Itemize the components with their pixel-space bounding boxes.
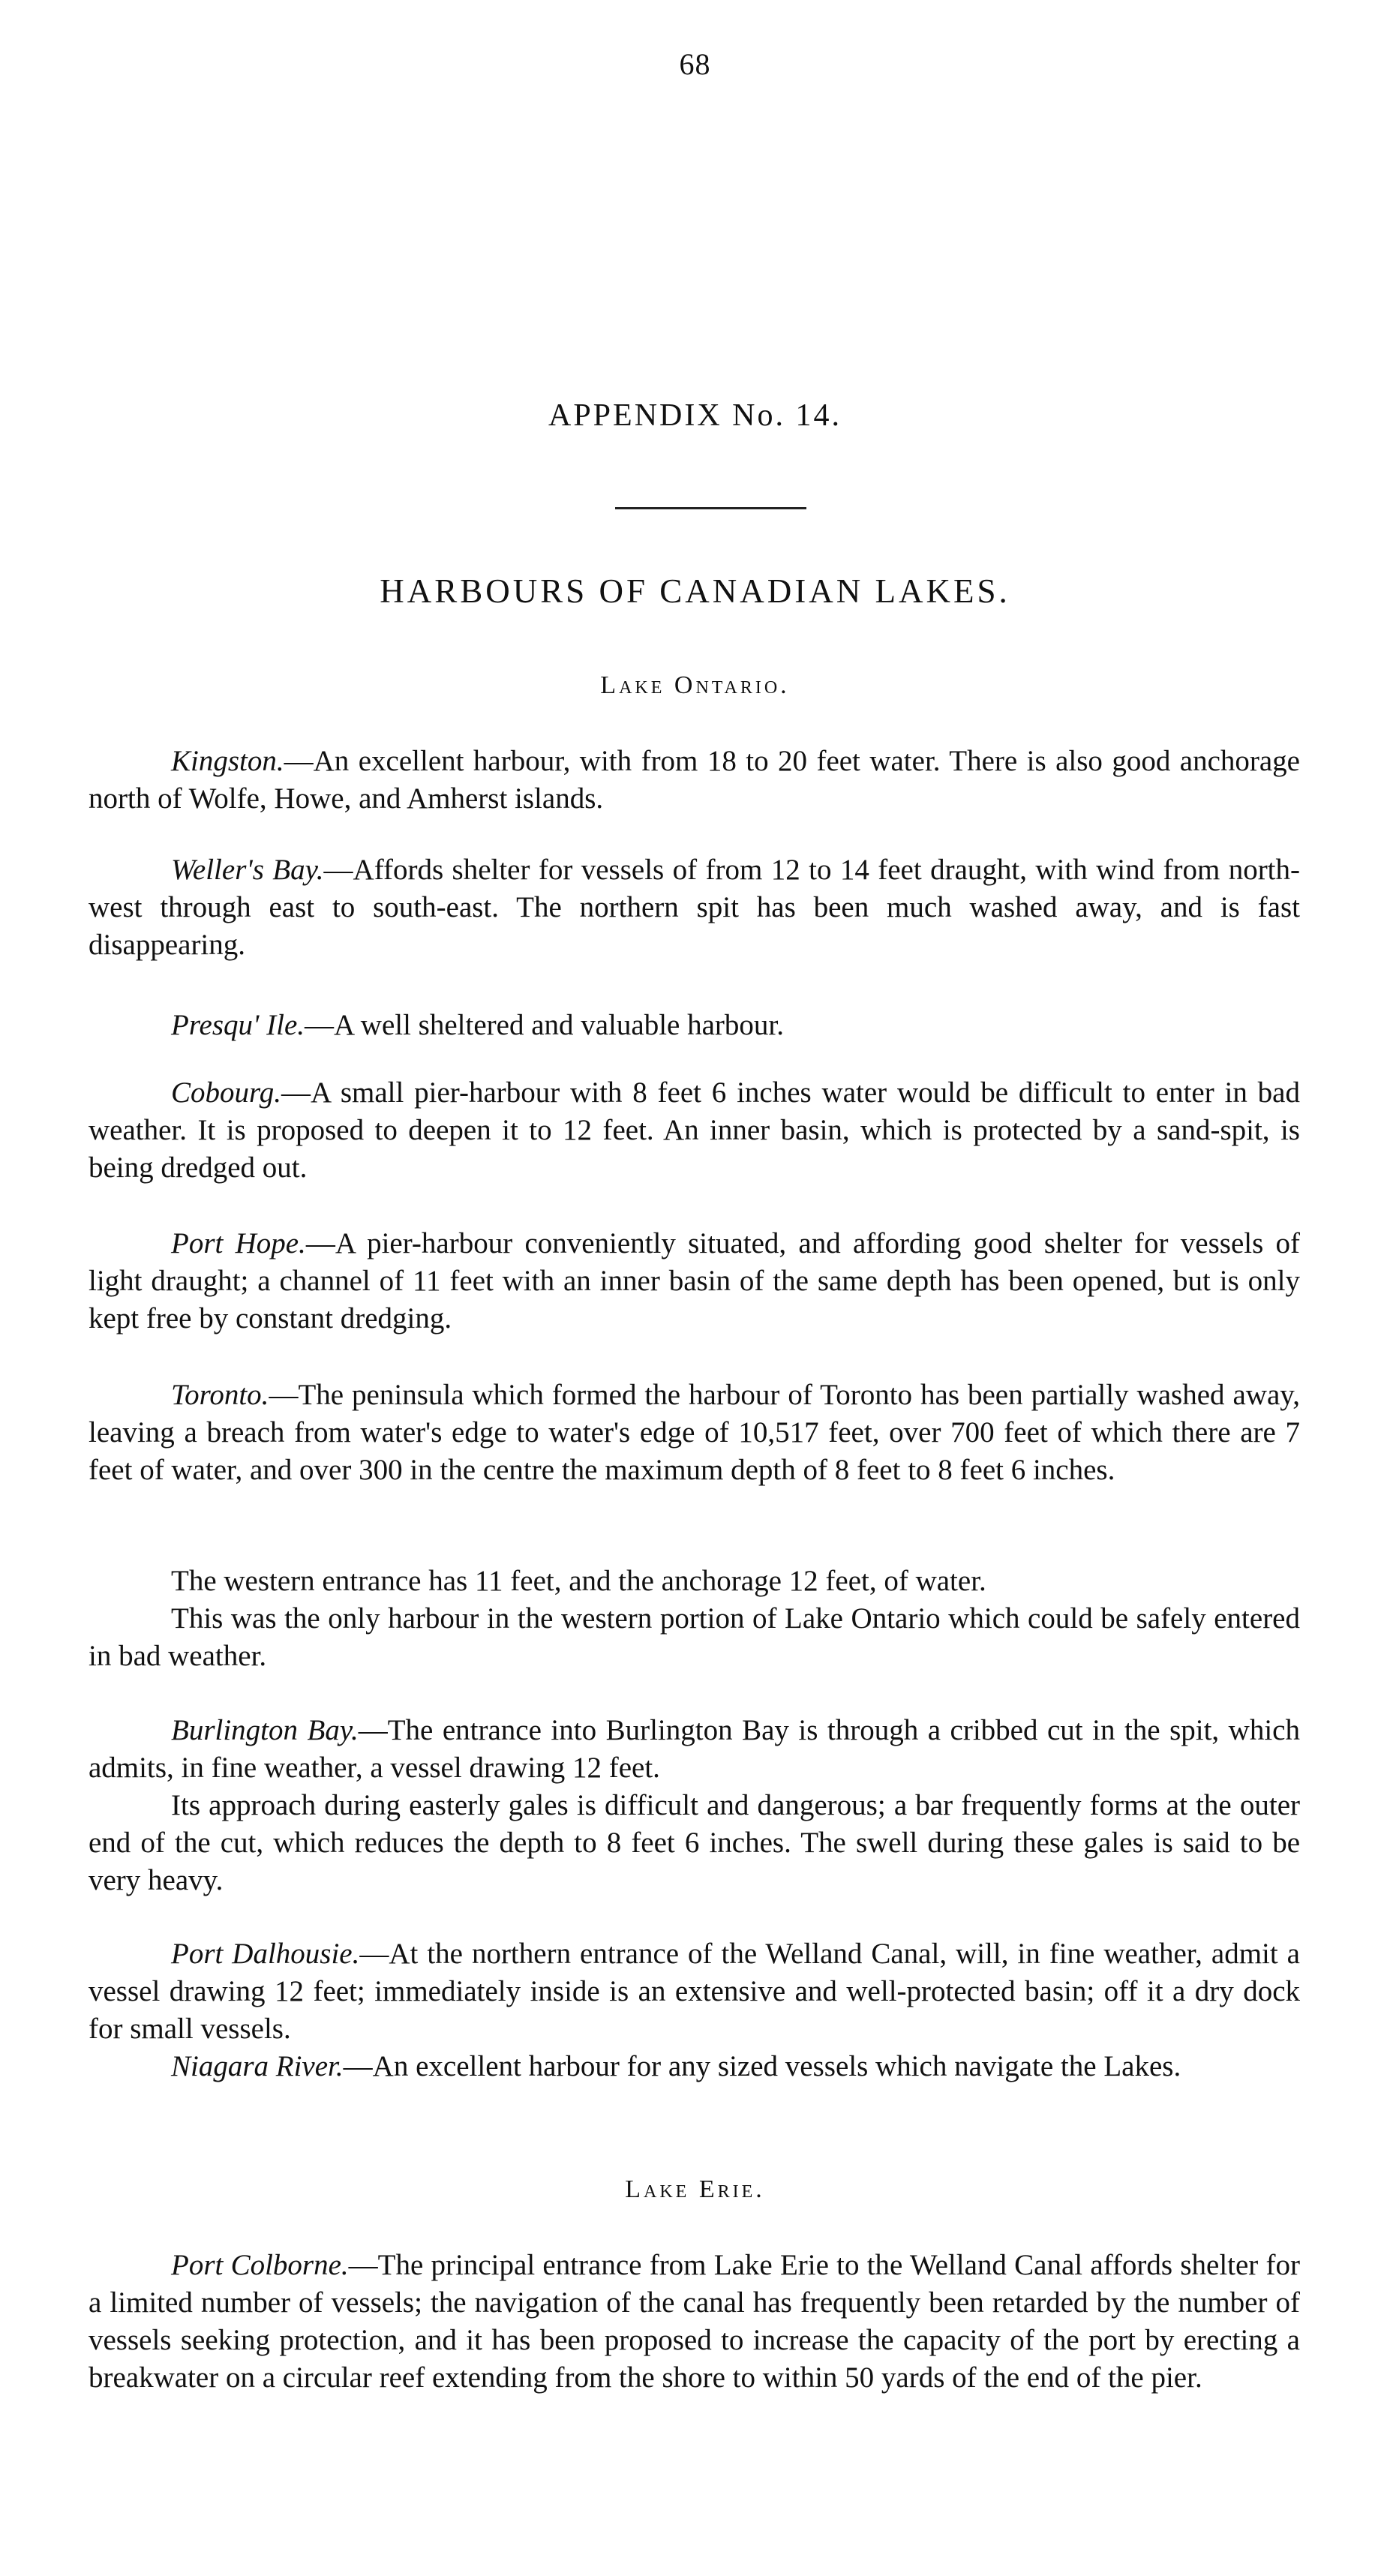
harbour-name: Niagara River. bbox=[171, 2050, 344, 2082]
harbour-name: Presqu' Ile. bbox=[171, 1009, 305, 1041]
paragraph-text: —An excellent harbour for any sized vessels which navigate the Lakes. bbox=[343, 2050, 1181, 2082]
harbour-name: Kingston. bbox=[171, 745, 284, 777]
paragraph-text: This was the only harbour in the western portion of Lake Ontario which could be safely entered in bad weather. bbox=[89, 1602, 1300, 1672]
page-title: HARBOURS OF CANADIAN LAKES. bbox=[380, 572, 1010, 610]
harbour-name: Port Dalhousie. bbox=[171, 1938, 360, 1970]
paragraph-text: —At the northern entrance of the Welland Canal, will, in fine weather, admit a vessel drawing 12 feet; immediately inside is an extensive and well-protected basin; off it a dry dock for small vessels. bbox=[89, 1938, 1300, 2045]
paragraph-text: —The entrance into Burlington Bay is through a cribbed cut in the spit, which admits, in fine weather, a vessel drawing 12 feet. bbox=[89, 1714, 1300, 1784]
paragraph-text: —A small pier-harbour with 8 feet 6 inches water would be difficult to enter in bad weather. It is proposed to deepen it to 12 feet. An inner basin, which is protected by a sand-spit, is being dredged out. bbox=[89, 1076, 1300, 1184]
harbour-name: Port Colborne. bbox=[171, 2249, 349, 2281]
paragraph-kingston bbox=[89, 743, 1300, 818]
paragraph-text: Its approach during easterly gales is difficult and dangerous; a bar frequently forms at the outer end of the cut, which reduces the depth to 8 feet 6 inches. The swell during these gales is said to be very heavy. bbox=[89, 1789, 1300, 1896]
paragraph-text: —A pier-harbour conveniently situated, and affording good shelter for vessels of light draught; a channel of 11 feet with an inner basin of the same depth has been opened, but is only kept free by constant dredging. bbox=[89, 1227, 1301, 1335]
section-heading-lake-ontario: Lake Ontario. bbox=[600, 671, 790, 699]
harbour-name: Cobourg. bbox=[171, 1076, 281, 1109]
harbour-name: Toronto. bbox=[171, 1379, 269, 1411]
harbour-name: Burlington Bay. bbox=[171, 1714, 359, 1746]
paragraph-text: The western entrance has 11 feet, and the anchorage 12 feet, of water. bbox=[171, 1565, 986, 1597]
paragraph-toronto-continued bbox=[89, 1563, 1300, 1675]
harbour-name: Weller's Bay. bbox=[171, 854, 324, 886]
paragraph-niagara-river bbox=[89, 2048, 1300, 2085]
paragraph-wellers-bay bbox=[89, 851, 1300, 964]
paragraph-port-dalhousie bbox=[89, 1935, 1300, 2048]
title-divider bbox=[615, 507, 806, 509]
paragraph-presqu-ile bbox=[89, 1007, 1300, 1044]
paragraph-port-colborne bbox=[89, 2247, 1300, 2397]
section-heading-lake-erie: Lake Erie. bbox=[625, 2175, 765, 2203]
paragraph-text: —The principal entrance from Lake Erie to the Welland Canal affords shelter for a limited number of vessels; the navigation of the canal has frequently been retarded by the number of vessels seeking protection, and it has been proposed to increase the capacity of the port by erecting a breakwater on a circular reef extending from the shore to within 50 yards of the end of the pier. bbox=[89, 2249, 1301, 2394]
paragraph-text: —A well sheltered and valuable harbour. bbox=[305, 1009, 784, 1041]
paragraph-toronto bbox=[89, 1377, 1300, 1489]
paragraph-text: —An excellent harbour, with from 18 to 20 feet water. There is also good anchorage north of Wolfe, Howe, and Amherst islands. bbox=[89, 745, 1300, 815]
paragraph-text: —The peninsula which formed the harbour of Toronto has been partially washed away, leaving a breach from water's edge to water's edge of 10,517 feet, over 700 feet of which there are 7 feet of water, and over 300 in the centre the maximum depth of 8 feet to 8 feet 6 inches. bbox=[89, 1379, 1300, 1486]
appendix-heading: APPENDIX No. 14. bbox=[548, 398, 842, 433]
paragraph-cobourg bbox=[89, 1074, 1300, 1187]
paragraph-burlington-bay bbox=[89, 1712, 1300, 1899]
page-number: 68 bbox=[679, 47, 711, 81]
paragraph-line bbox=[89, 1712, 1300, 1787]
paragraph-text: —Affords shelter for vessels of from 12 to 14 feet draught, with wind from north-west through east to south-east. The northern spit has been much washed away, and is fast disappearing. bbox=[89, 854, 1301, 961]
harbour-name: Port Hope. bbox=[171, 1227, 306, 1259]
paragraph-port-hope bbox=[89, 1225, 1300, 1338]
